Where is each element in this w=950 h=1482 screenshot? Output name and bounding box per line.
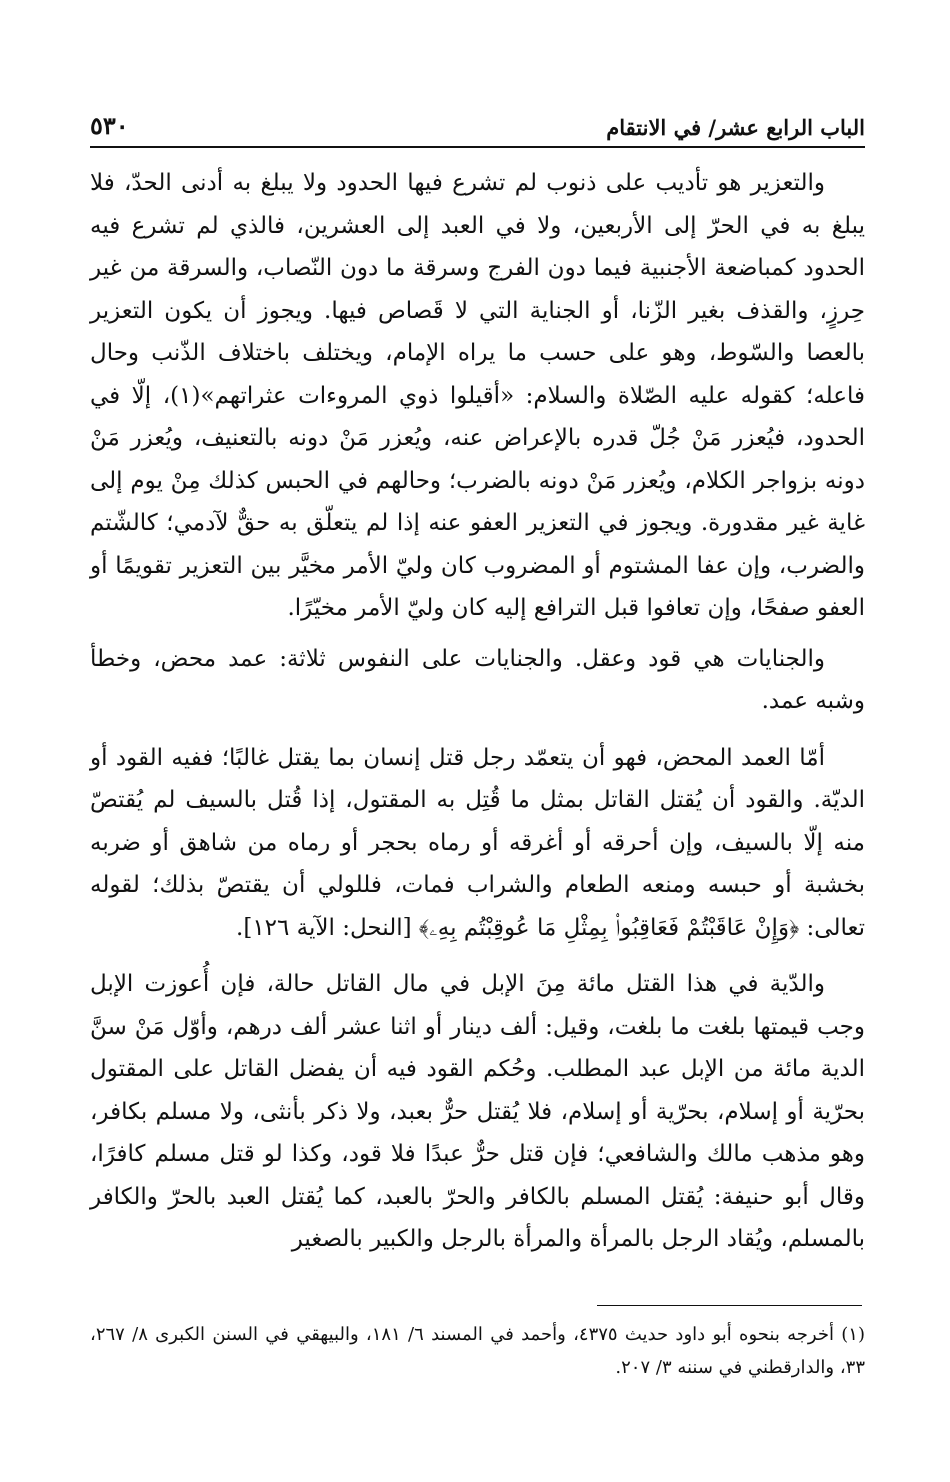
footnote-divider <box>597 1305 862 1306</box>
main-text <box>90 162 865 1275</box>
paragraph-amd-mahd: أمّا العمد المحض، فهو أن يتعمّد رجل قتل إنسان بما يقتل غالبًا؛ ففيه القود أو الديّة. والقود أن يُقتل القاتل بمثل ما قُتِل به المقتول، إذا قُتل بالسيف لم يُقتصّ منه إلّا بالسيف، وإن أحرقه أو أغرقه أو رماه بحجر أو رماه من شاهق أو ضربه بخشبة أو حبسه ومنعه الطعام والشراب فمات، فللولي أن يقتصّ بذلك؛ لقوله تعالى: ﴿وَإِنْ عَاقَبْتُمْ فَعَاقِبُوا۟ بِمِثْلِ مَا عُوقِبْتُم بِهِۦ﴾ [النحل: الآية ١٢٦]. <box>90 744 865 941</box>
paragraph-diya: والدّية في هذا القتل مائة مِنَ الإبل في مال القاتل حالة، فإن أُعوزت الإبل وجب قيمتها بلغت ما بلغت، وقيل: ألف دينار أو اثنا عشر ألف درهم، وأوّل مَنْ سنَّ الدية مائة من الإبل عبد المطلب. وحُكم القود فيه أن يفضل القاتل على المقتول بحرّية أو إسلام، بحرّية أو إسلام، فلا يُقتل حرٌّ بعبد، ولا ذكر بأنثى، ولا مسلم بكافر، وهو مذهب مالك والشافعي؛ فإن قتل حرٌّ عبدًا فلا قود، وكذا لو قتل مسلم كافرًا، وقال أبو حنيفة: يُقتل المسلم بالكافر والحرّ بالعبد، كما يُقتل العبد بالحرّ والكافر بالمسلم، ويُقاد الرجل بالمرأة والمرأة بالرجل والكبير بالصغير <box>90 971 865 1252</box>
footnote-1: (١) أخرجه بنحوه أبو داود حديث ٤٣٧٥، وأحمد في المسند ٦/ ١٨١، والبيهقي في السنن الكبرى ٨/ ٢٦٧، ٣٣، والدارقطني في سننه ٣/ ٢٠٧. <box>90 1324 865 1378</box>
running-title: الباب الرابع عشر/ في الانتقام <box>606 115 865 140</box>
paragraph-jinayat: والجنايات هي قود وعقل. والجنايات على النفوس ثلاثة: عمد محض، وخطأ وشبه عمد. <box>90 645 865 714</box>
paragraph-tazir: والتعزير هو تأديب على ذنوب لم تشرع فيها الحدود ولا يبلغ به أدنى الحدّ، فلا يبلغ به في الحرّ إلى الأربعين، ولا في العبد إلى العشرين، فالذي لم تشرع فيه الحدود كمباضعة الأجنبية فيما دون الفرج وسرقة ما دون النّصاب، والسرقة من غير حِرزٍ، والقذف بغير الزّنا، أو الجناية التي لا قَصاص فيها. ويجوز أن يكون التعزير بالعصا والسّوط، وهو على حسب ما يراه الإمام، ويختلف باختلاف الذّنب وحال فاعله؛ كقوله عليه الصّلاة والسلام: «أقيلوا ذوي المروءات عثراتهم»(١)، إلّا في الحدود، فيُعزر مَنْ جُلّ قدره بالإعراض عنه، ويُعزر مَنْ دونه بالتعنيف، ويُعزر مَنْ دونه بزواجر الكلام، ويُعزر مَنْ دونه بالضرب؛ وحالهم في الحبس كذلك مِنْ يوم إلى غاية غير مقدورة. ويجوز في التعزير العفو عنه إذا لم يتعلّق به حقٌّ لآدمي؛ كالشّتم والضرب، وإن عفا المشتوم أو المضروب كان وليّ الأمر مخيَّر بين التعزير تقويمًا أو العفو صفحًا، وإن تعافوا قبل الترافع إليه كان وليّ الأمر مخيّرًا. <box>90 170 865 621</box>
footnotes <box>90 1318 865 1384</box>
page-header <box>90 108 865 148</box>
page-number: ٥٣٠ <box>90 111 129 140</box>
